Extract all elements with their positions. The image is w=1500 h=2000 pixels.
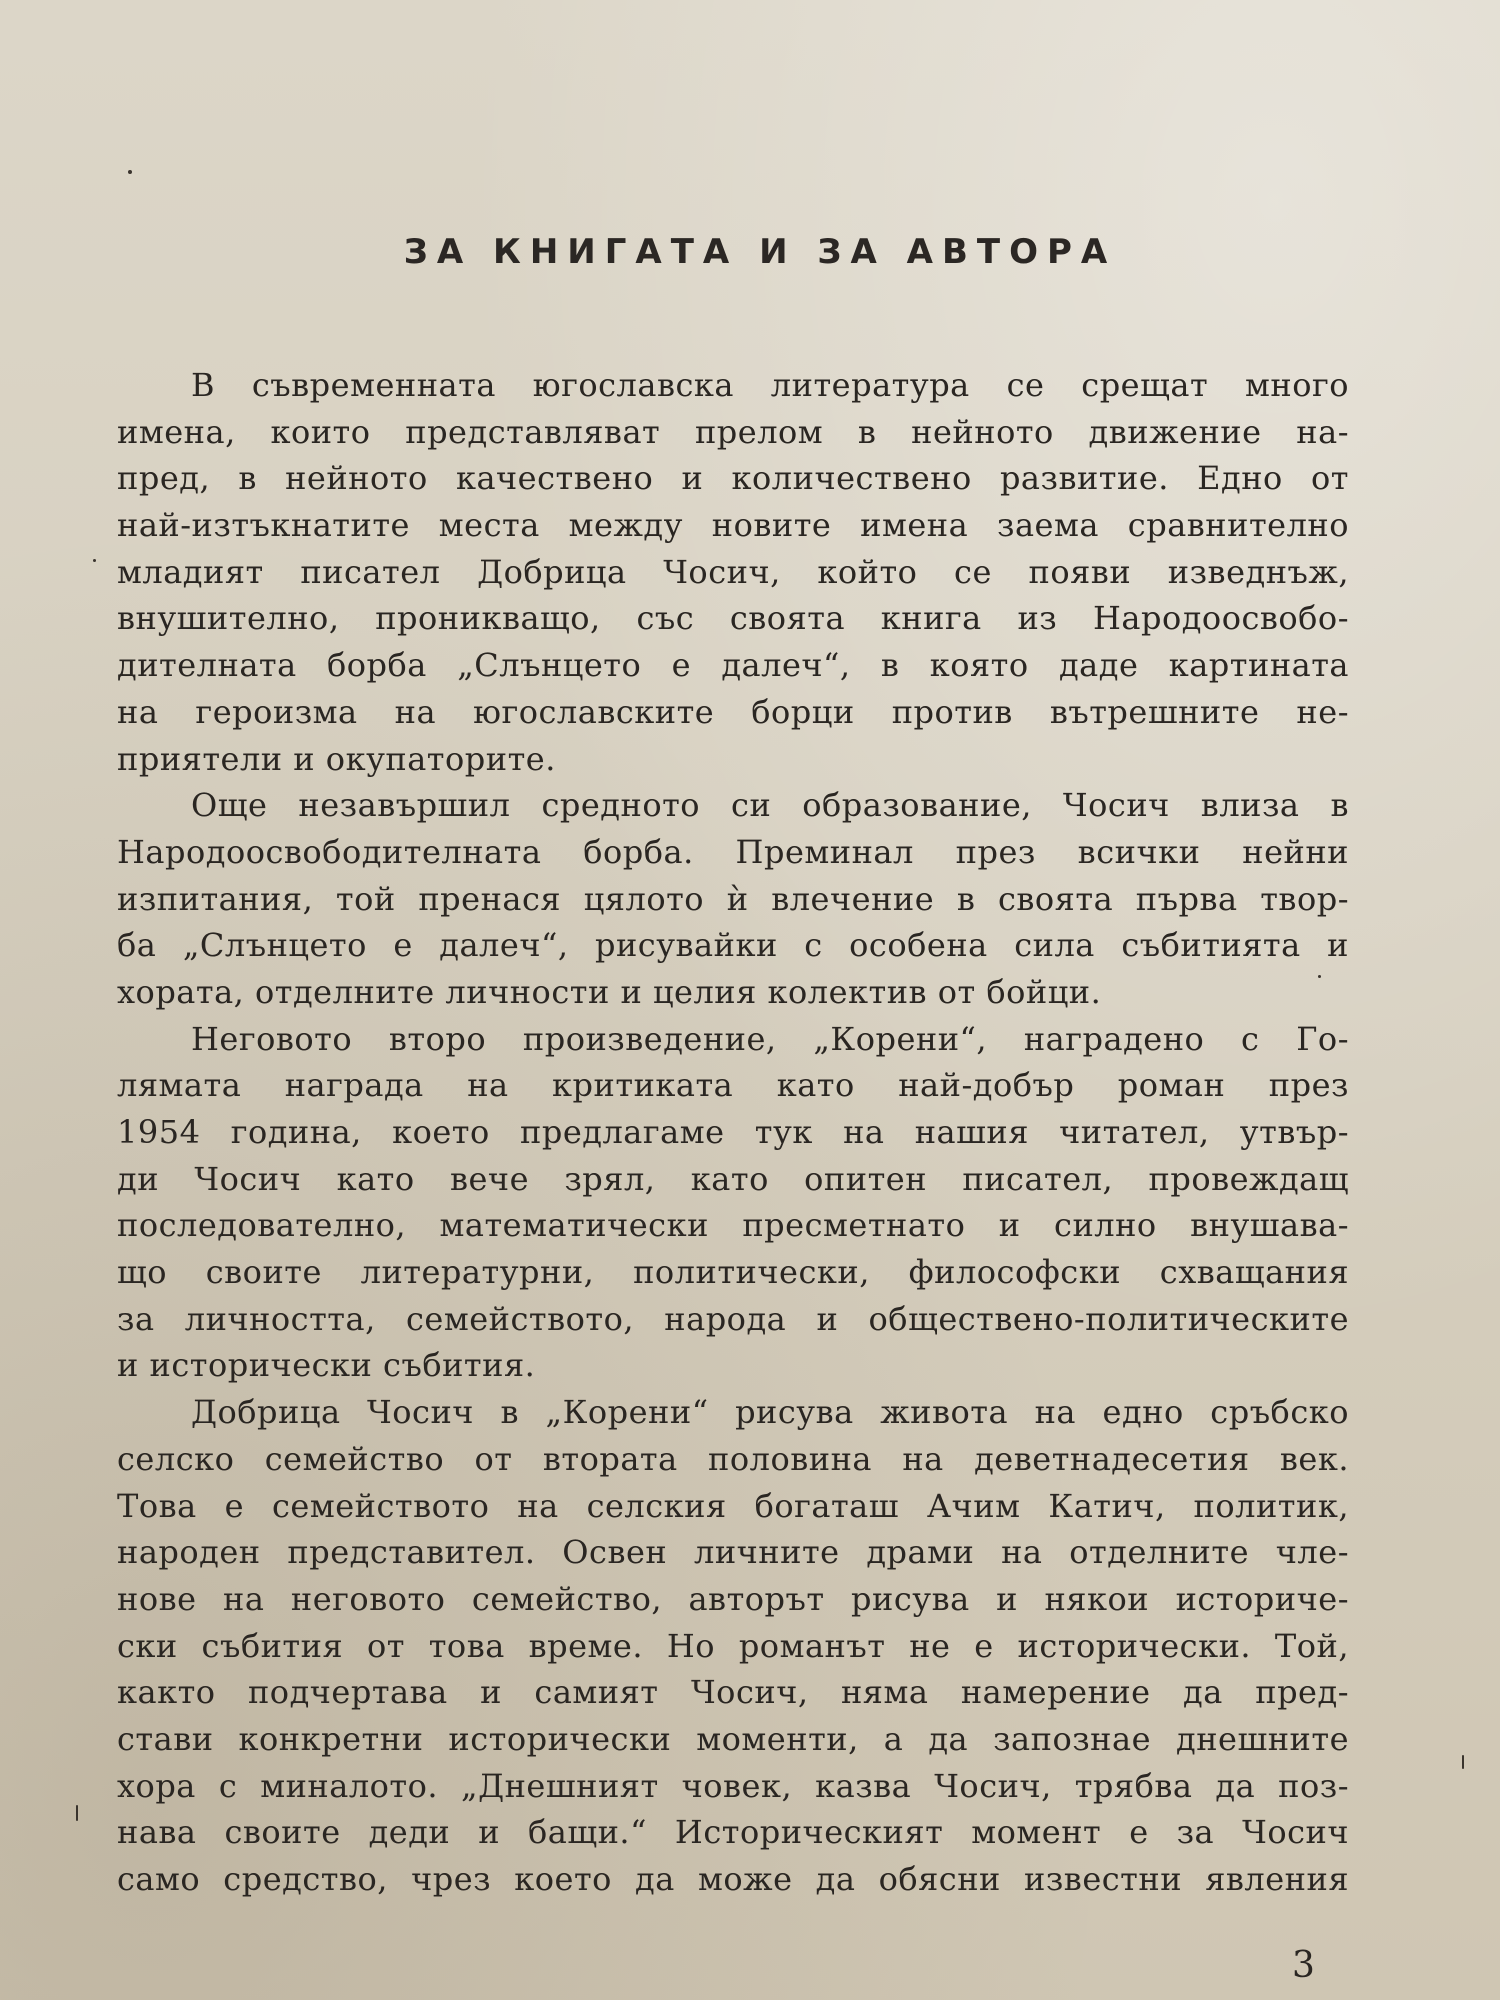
text-line: нове на неговото семейство, авторът рисува и някои историче- — [117, 1579, 1349, 1618]
ink-speck — [1462, 1755, 1464, 1769]
text-line: приятели и окупаторите. — [117, 739, 556, 778]
text-line: 1954 година, което предлагаме тук на нашия читател, утвър- — [117, 1113, 1349, 1151]
text-line: пред, в нейното качествено и количествено развитие. Едно от — [117, 459, 1349, 498]
text-line: В съвременната югославска литература се срещат много — [191, 366, 1349, 404]
ink-speck — [76, 1805, 78, 1821]
text-line: стави конкретни исторически моменти, а да запознае днешните — [117, 1719, 1349, 1758]
text-line: народен представител. Освен личните драми на отделните чле- — [117, 1533, 1349, 1572]
text-line: най-изтъкнатите места между новите имена заема сравнително — [117, 506, 1349, 545]
text-line: на героизма на югославските борци против вътрешните не- — [117, 692, 1349, 731]
text-line: имена, които представляват прелом в нейното движение на- — [117, 412, 1349, 451]
ink-speck — [128, 170, 132, 174]
text-line: нава своите деди и бащи.“ Историческият момент е за Чосич — [117, 1813, 1349, 1852]
text-line: последователно, математически пресметнато и силно внушава- — [117, 1206, 1349, 1245]
text-line: Неговото второ произведение, „Корени“, наградено с Го- — [191, 1019, 1349, 1058]
text-line: хора с миналото. „Днешният човек, казва Чосич, трябва да поз- — [117, 1766, 1349, 1805]
text-line: внушително, проникващо, със своята книга из Народоосвобо- — [117, 599, 1349, 638]
page-number: 3 — [1292, 1945, 1315, 1986]
ink-speck — [1318, 975, 1321, 978]
text-line: дителната борба „Слънцето е далеч“, в която даде картината — [117, 646, 1349, 685]
body-text — [117, 362, 1349, 1903]
text-line: младият писател Добрица Чосич, който се появи изведнъж, — [117, 552, 1349, 591]
text-line: лямата награда на критиката като най-добър роман през — [117, 1066, 1349, 1105]
text-line: селско семейство от втората половина на деветнадесетия век. — [117, 1439, 1349, 1478]
text-line: както подчертава и самият Чосич, няма намерение да пред- — [117, 1673, 1349, 1712]
text-line: и исторически събития. — [117, 1346, 536, 1385]
text-line: Това е семейството на селския богаташ Ачим Катич, политик, — [117, 1486, 1349, 1525]
text-line: ди Чосич като вече зрял, като опитен писател, провеждащ — [117, 1159, 1349, 1198]
ink-speck — [93, 559, 96, 562]
page-title: ЗА КНИГАТА И ЗА АВТОРА — [403, 232, 1117, 272]
text-line: изпитания, той пренася цялото ѝ влечение в своята първа твор- — [117, 879, 1349, 918]
text-line: що своите литературни, политически, философски схващания — [117, 1253, 1349, 1292]
text-line: ба „Слънцето е далеч“, рисувайки с особена сила събитията и — [117, 926, 1349, 965]
text-line: хората, отделните личности и целия колектив от бойци. — [117, 972, 1102, 1011]
text-line: Народоосвободителната борба. Преминал през всички нейни — [117, 832, 1349, 871]
text-line: ски събития от това време. Но романът не е исторически. Той, — [117, 1626, 1349, 1665]
text-line: само средство, чрез което да може да обясни известни явления — [117, 1860, 1349, 1898]
text-line: за личността, семейството, народа и обществено-политическите — [117, 1299, 1349, 1338]
text-line: Добрица Чосич в „Корени“ рисува живота на едно сръбско — [191, 1393, 1349, 1432]
text-line: Още незавършил средното си образование, Чосич влиза в — [191, 786, 1349, 825]
